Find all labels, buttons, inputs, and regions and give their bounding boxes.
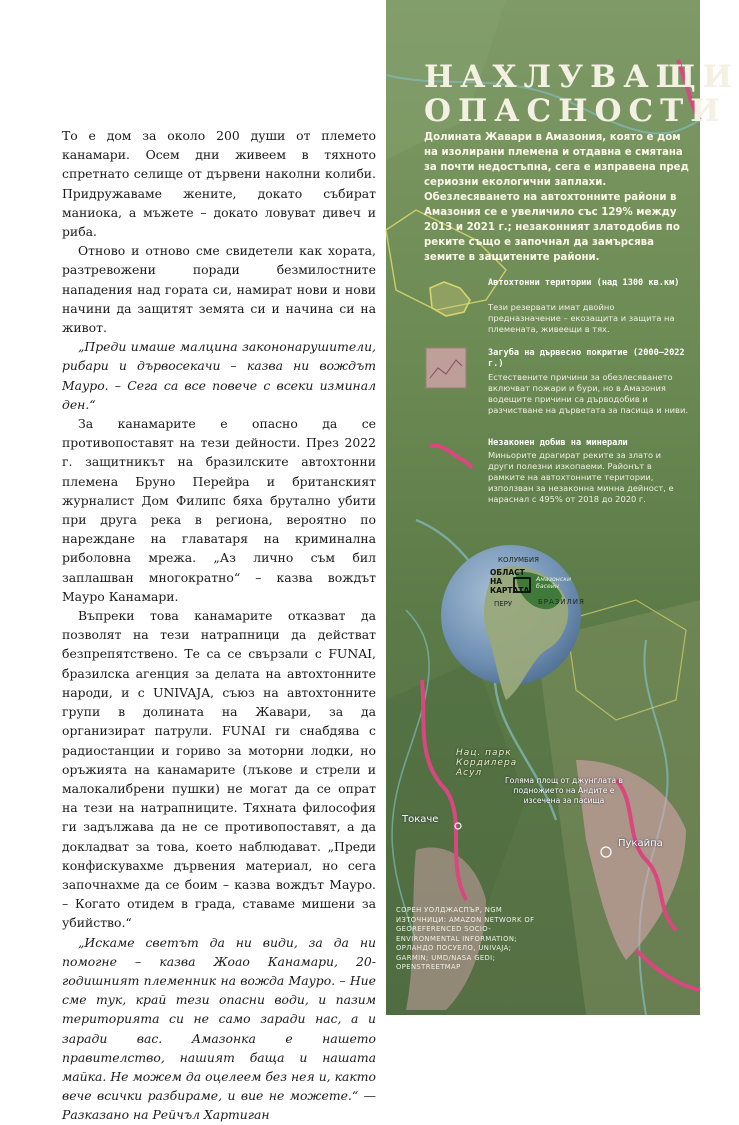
article-paragraph-5: Въпреки това канамарите отказват да позволят на тези натрапници да действат безпрепятствено. Те са се свързали с FUNAI, бразилска агенция за делата на автохтонните народи, и с UNIVAJA, съюз на автохтонните групи в долината на Жавари, за да организират патрули. FUNAI ги снабдява с радиостанции и гориво за моторни лодки, но оръжията на канамарите (лъкове и стрели и малокалибрени пушки) не могат да се опрат на тези на натрапниците. Тяхната философия ги задължава да не се противопоставят, а да докладват за това, което наблюдават. „Преди конфискувахме дървения материал, но сега започнахме да се боим – казва вождът Мауро. – Когато отидем в града, ставаме мишени за убийство.“: [62, 608, 376, 931]
legend-tree-cover-loss: [426, 348, 690, 428]
article-paragraph-6-text: „Искаме светът да ни види, за да ни помогне – казва Жоао Канамари, 20-годишният племенник на вожда Мауро. – Ние сме тук, край тези опасни води, и пазим територията си не само заради нас, а и заради вас. Амазонка е нашето правителство, нашият баща и нашата майка. Не можем да оцелеем без нея и, както вече всички разбираме, и вие не можете.“: [62, 934, 376, 1104]
globe-label-brazil: БРАЗИЛИЯ: [538, 598, 585, 606]
globe-label-basin: Амазонски басейн: [536, 576, 571, 590]
globe-area-label: ОБЛАСТ НА КАРТАТА: [490, 568, 530, 595]
legend-title-mining: Незаконен добив на минерали: [488, 438, 628, 448]
mining-swatch-icon: [426, 438, 474, 474]
article-paragraph-2: Отново и отново сме свидетели как хората, разтревожени поради безмилостните нападения над гората си, намират нови и нови начини да защитят земята си и начина си на живот.: [62, 243, 376, 336]
article-paragraph-3: „Преди имаше малцина закононарушители, рибари и дървосекачи – казва ни вождът Мауро. – Сега са все повече с всеки изминал ден.“: [62, 339, 376, 412]
article-attribution: —Разказано на Рейчъл Хартиган: [62, 1088, 376, 1123]
map-panel: [386, 0, 739, 1015]
article-text: [62, 126, 376, 1125]
article-paragraph-4: За канамарите е опасно да се противопоставят на тези дейности. През 2022 г. защитникът на бразилските автохтонни племена Бруно Перейра и британският журналист Дом Филипс бяха брутално убити при друга река в региона, вероятно по нареждане на главатаря на криминална риболовна мрежа. „Аз лично съм бил заплашван многократно“ – казва вождът Мауро Канамари.: [62, 416, 376, 604]
label-clearing-note: Голяма площ от джунглата в подножието на Андите е изсечена за пасища: [504, 776, 624, 805]
legend-title-tree-loss: Загуба на дървесно покритие (2000–2022 г.): [488, 348, 685, 369]
globe-label-peru: ПЕРУ: [494, 600, 513, 608]
label-tokache: Токаче: [402, 814, 439, 825]
legend-illegal-mining: [426, 438, 690, 518]
article-paragraph-6: [62, 933, 376, 1125]
label-pukaipa: Пукайпа: [618, 838, 663, 849]
legend-text-tree-loss: Естествените причини за обезлесяването включват пожари и бури, но в Амазония водещите причини са дърводобив и разчистване на дърветата за пасища и ниви.: [488, 372, 688, 415]
map-credit: СОРЕН УОЛДЖАСПЪР, NGM ИЗТОЧНИЦИ: AMAZON NETWORK OF GEOREFERENCED SOCIO-ENVIRONMENTAL INFORMATION; ОРЛАНДО ПОСУЕЛО, UNIVAJA; GARMIN; UMD/NASA GEDI; OPENSTREETMAP: [396, 906, 535, 971]
map-title-line-1: НАХЛУВАЩИ: [424, 59, 739, 95]
article-paragraph-1: То е дом за около 200 души от племето канамари. Осем дни живеем в тяхното спретнато селище от дървени наколни колиби. Придружаваме жените, докато събират маниока, а мъжете – докато ловуват дивеч и риба.: [62, 128, 376, 240]
globe-label-colombia: КОЛУМБИЯ: [498, 556, 539, 564]
legend-title-territories: Автохтонни територии (над 1300 кв.км): [488, 278, 680, 288]
label-cordillera-azul-park: Нац. парк Кордилера Асул: [456, 748, 518, 778]
legend-text-territories: Тези резервати имат двойно предназначение – екозащита и защита на племената, живеещи в тях.: [488, 302, 675, 334]
territory-swatch-icon: [426, 278, 474, 320]
map-title-line-2: ОПАСНОСТИ: [424, 93, 727, 129]
legend-indigenous-territories: [426, 278, 690, 338]
map-title: [424, 59, 739, 129]
map-intro: Долината Жавари в Амазония, която е дом на изолирани племена и отдавна е смятана за почти недостъпна, сега е изправена пред сериозни екологични заплахи. Обезлесяването на автохтонните райони в Амазония се е увеличило със 129% между 2013 и 2021 г.; незаконният златодобив по реките също е започнал да замърсява земите в защитените райони.: [424, 132, 689, 263]
legend-text-mining: Миньорите драгират реките за злато и други полезни изкопаеми. Районът в рамките на автохтонните територии, използван за незаконна минна дейност, е нараснал с 495% от 2018 до 2020 г.: [488, 450, 674, 504]
tree-loss-swatch-icon: [426, 348, 466, 388]
